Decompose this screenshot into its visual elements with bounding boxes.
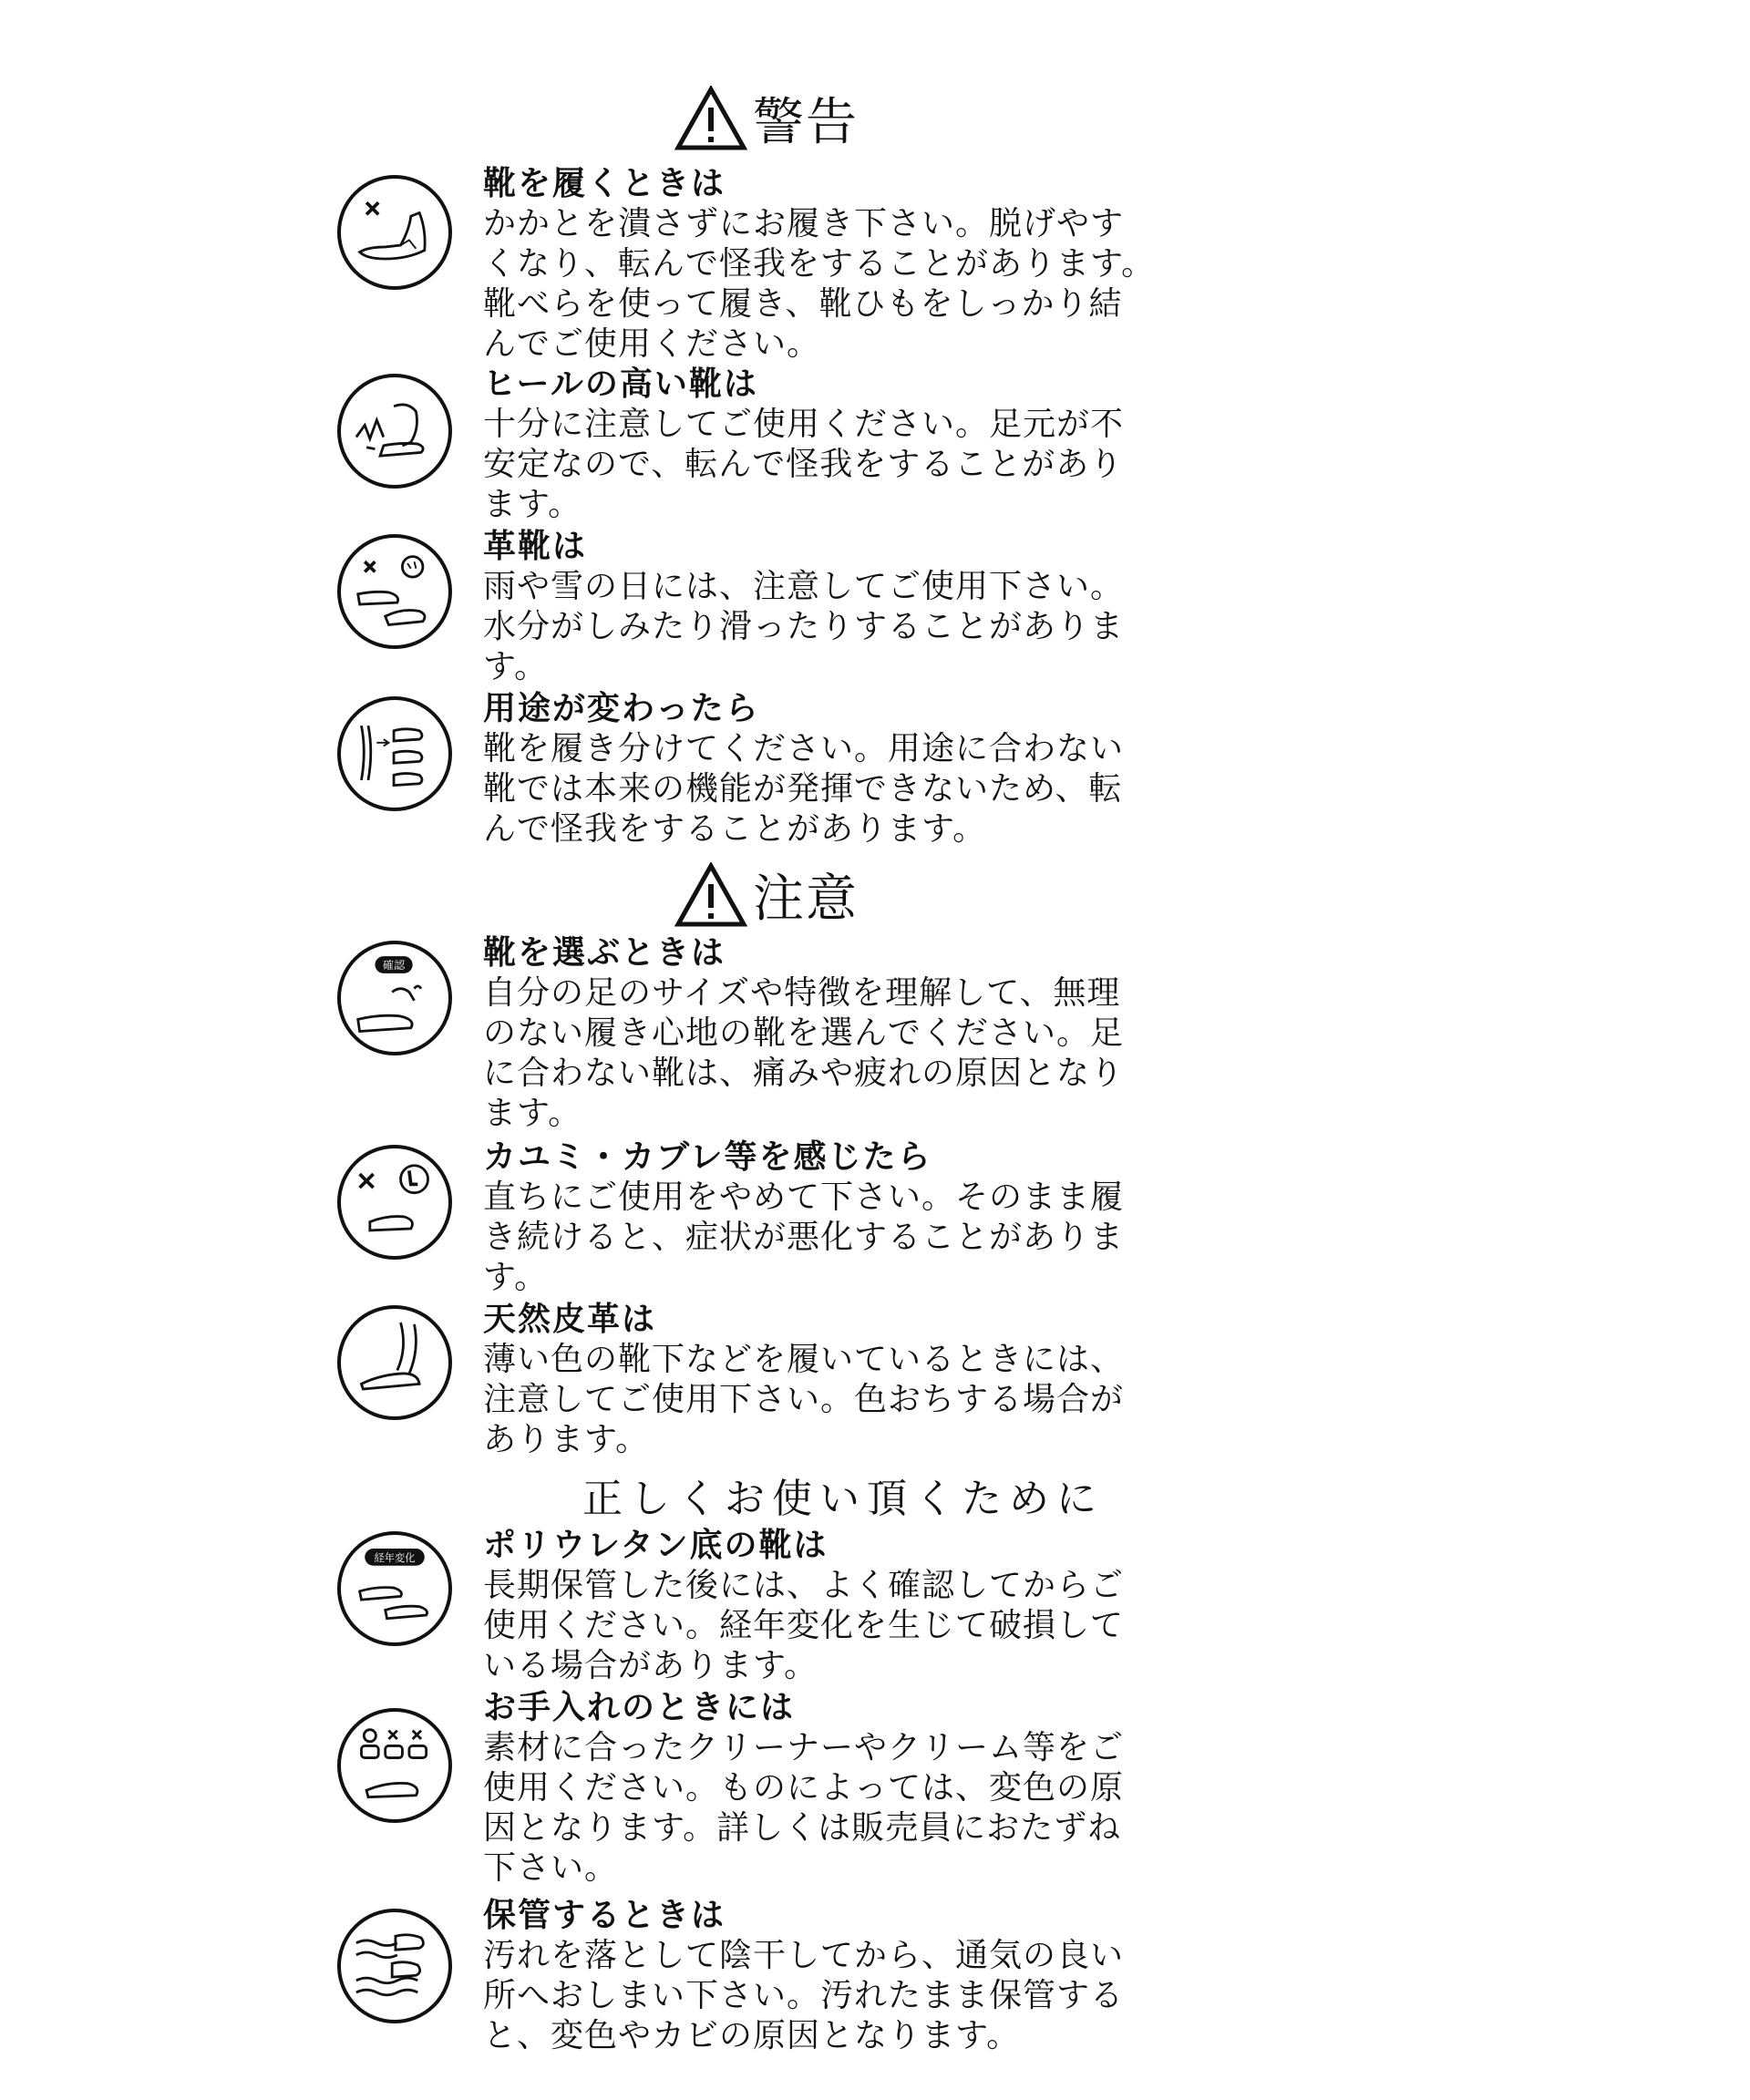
aging-label: 経年変化 (374, 1552, 416, 1565)
item-body: 素材に合ったクリーナーやクリーム等をご 使用ください。ものによっては、変色の原 因となります。詳しくは販売員におたずね 下さい。 (483, 1729, 1125, 1887)
item-title: ヒールの高い靴は (483, 365, 758, 403)
item-body: 雨や雪の日には、注意してご使用下さい。 水分がしみたり滑ったりすることがありま す。 (483, 568, 1125, 685)
fitting-label: 確認 (382, 959, 406, 973)
item-body: 十分に注意してご使用ください。足元が不 安定なので、転んで怪我をすることがあり ます。 (483, 406, 1125, 523)
caution-triangle-icon (674, 862, 747, 928)
proper-use-heading: 正しくお使い頂くために (582, 1476, 1104, 1522)
shoe-change-icon (337, 696, 452, 811)
item-title: 保管するときは (483, 1897, 726, 1934)
item-title: ポリウレタン底の靴は (483, 1527, 829, 1564)
item-body: 自分の足のサイズや特徴を理解して、無理 のない履き心地の靴を選んでください。足 に合わない靴は、痛みや疲れの原因となり ます。 (483, 974, 1125, 1132)
warning-triangle-icon (674, 86, 747, 151)
storage-ventilation-icon (337, 1909, 452, 2023)
caution-heading-text: 注意 (753, 870, 859, 929)
item-title: 革靴は (483, 528, 588, 565)
rain-slip-icon (337, 534, 452, 649)
item-title: 用途が変わったら (483, 690, 760, 727)
blister-stop-icon (337, 1145, 452, 1260)
warning-heading (674, 82, 893, 155)
caution-heading (674, 859, 893, 932)
fitting-check-icon (337, 941, 452, 1055)
polyurethane-aging-icon (337, 1531, 452, 1646)
warning-heading-text: 警告 (753, 93, 859, 152)
item-title: 天然皮革は (483, 1301, 657, 1338)
item-body: 直ちにご使用をやめて下さい。そのまま履 き続けると、症状が悪化することがありま す。 (483, 1179, 1125, 1296)
shoe-heel-crush-icon (337, 175, 452, 290)
item-title: カユミ・カブレ等を感じたら (483, 1138, 932, 1176)
item-title: 靴を選ぶときは (483, 934, 726, 972)
item-body: かかとを潰さずにお履き下さい。脱げやす くなり、転んで怪我をすることがあります。 靴べらを使って履き、靴ひもをしっかり結 んでご使用ください。 (483, 205, 1156, 363)
high-heel-fall-icon (337, 374, 452, 489)
leather-sock-icon (337, 1305, 452, 1420)
item-body: 薄い色の靴下などを履いているときには、 注意してご使用下さい。色おちする場合が あります。 (483, 1341, 1125, 1458)
item-title: 靴を履くときは (483, 165, 726, 202)
item-title: お手入れのときには (483, 1689, 796, 1726)
item-body: 靴を履き分けてください。用途に合わない 靴では本来の機能が発揮できないため、転 んで怪我をすることがあります。 (483, 730, 1125, 848)
cleaning-care-icon (337, 1708, 452, 1823)
item-body: 汚れを落として陰干してから、通気の良い 所へおしまい下さい。汚れたまま保管する と、変色やカビの原因となります。 (483, 1937, 1125, 2054)
item-body: 長期保管した後には、よく確認してからご 使用ください。経年変化を生じて破損して いる場合があります。 (483, 1567, 1125, 1684)
